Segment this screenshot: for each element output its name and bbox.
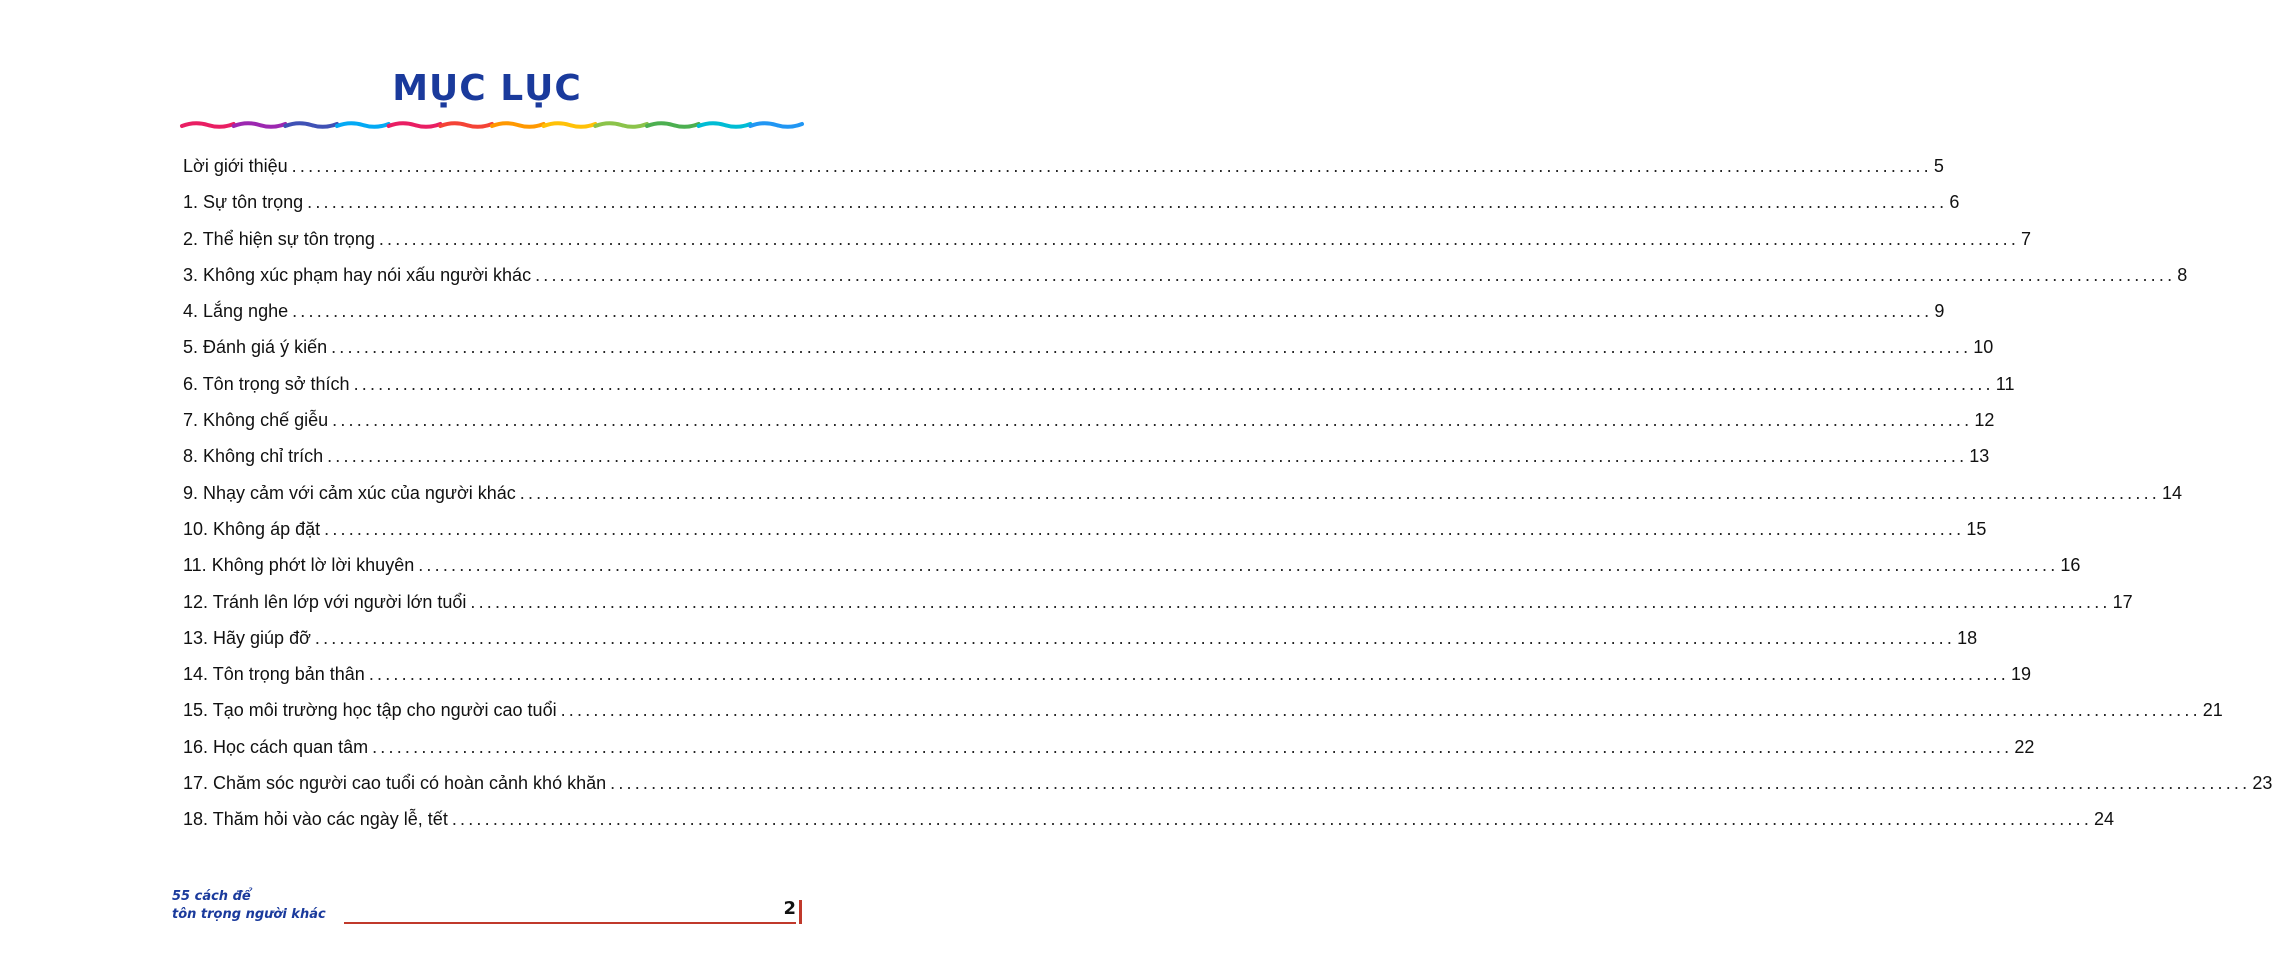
toc-entry (183, 547, 2081, 583)
toc-dot-leader: ........................................................................................................................................................................................................ (307, 192, 1948, 213)
toc-entry-label: 12. Tránh lên lớp với người lớn tuổi (183, 591, 467, 612)
toc-dot-leader: ........................................................................................................................................................................................................ (418, 555, 2059, 576)
toc-entry-label: 8. Không chỉ trích (183, 446, 324, 467)
toc-entry (183, 692, 2223, 728)
toc-entry (183, 511, 1987, 547)
toc-entry-page: 9 (1934, 301, 1945, 322)
toc-dot-leader: ........................................................................................................................................................................................................ (372, 736, 2013, 757)
toc-entry-label: 6. Tôn trọng sở thích (183, 373, 350, 394)
toc-entry-label: 16. Học cách quan tâm (183, 736, 369, 757)
toc-entry (183, 329, 1994, 365)
toc-dot-leader: ........................................................................................................................................................................................................ (292, 301, 1933, 322)
toc-entry-page: 5 (1933, 156, 1944, 176)
rainbow-segment (595, 123, 647, 127)
toc-entry (183, 184, 1960, 220)
footer-book-title (172, 888, 326, 924)
toc-entry-label: 9. Nhạy cảm với cảm xúc của người khác (183, 482, 516, 503)
toc-entry (183, 475, 2183, 511)
toc-entry (183, 656, 2032, 692)
page-number: 2 (783, 898, 796, 919)
toc-entry-page: 18 (1957, 627, 1978, 648)
toc-entry-page: 11 (1995, 373, 2015, 394)
toc-entry-label: 18. Thăm hỏi vào các ngày lễ, tết (183, 809, 448, 830)
toc-dot-leader: ........................................................................................................................................................................................................ (470, 591, 2111, 612)
rainbow-segment (699, 123, 751, 127)
toc-entry-label: 17. Chăm sóc người cao tuổi có hoàn cảnh khó khăn (183, 773, 607, 794)
toc-dot-leader: ........................................................................................................................................................................................................ (535, 264, 2176, 285)
rainbow-segment (544, 123, 596, 127)
rainbow-segment (389, 123, 441, 127)
footer-book-title-line2: tôn trọng người khác (172, 907, 326, 922)
rainbow-segment (337, 123, 389, 127)
toc-entry-page: 7 (2021, 228, 2032, 249)
toc-dot-leader: ........................................................................................................................................................................................................ (560, 700, 2201, 721)
toc-entry (183, 584, 2133, 620)
toc-dot-leader: ........................................................................................................................................................................................................ (353, 373, 1994, 394)
toc-entry-label: 1. Sự tôn trọng (183, 192, 304, 213)
rainbow-segment (234, 123, 286, 127)
toc-entry-label: 5. Đánh giá ý kiến (183, 337, 328, 358)
toc-dot-leader: ........................................................................................................................................................................................................ (324, 518, 1965, 539)
footer-book-title-line1: 55 cách để (172, 889, 251, 904)
toc-entry (183, 221, 2032, 257)
toc-entry-page: 8 (2177, 264, 2188, 285)
toc-entry-label: 10. Không áp đặt (183, 518, 321, 539)
toc-entry-page: 10 (1973, 337, 1994, 358)
table-of-contents (183, 148, 2272, 838)
toc-entry (183, 257, 2188, 293)
toc-dot-leader: ........................................................................................................................................................................................................ (327, 446, 1968, 467)
toc-entry (183, 438, 1990, 474)
toc-entry (183, 801, 2115, 837)
page-title: MỤC LỤC (392, 68, 582, 109)
toc-entry-page: 24 (2094, 809, 2115, 830)
rainbow-divider (182, 118, 802, 132)
rainbow-segment (492, 123, 544, 127)
rainbow-segment (750, 123, 802, 127)
toc-entry-page: 19 (2011, 664, 2032, 685)
toc-entry (183, 729, 2035, 765)
rainbow-segment (182, 123, 234, 127)
toc-dot-leader: ........................................................................................................................................................................................................ (378, 228, 2020, 249)
rainbow-segment (647, 123, 699, 127)
toc-entry-page: 15 (1966, 518, 1987, 539)
toc-entry-page: 22 (2014, 736, 2035, 757)
toc-entry-page: 13 (1969, 446, 1990, 467)
toc-dot-leader: ........................................................................................................................................................................................................ (519, 482, 2160, 503)
toc-entry-label: 2. Thể hiện sự tôn trọng (183, 228, 375, 249)
toc-entry (183, 293, 1945, 329)
rainbow-segment (285, 123, 337, 127)
toc-entry-page: 21 (2202, 700, 2223, 721)
toc-dot-leader: ........................................................................................................................................................................................................ (451, 809, 2093, 830)
toc-entry (183, 620, 1978, 656)
toc-entry-label: 15. Tạo môi trường học tập cho người cao tuổi (183, 700, 557, 721)
toc-entry-label: 7. Không chế giễu (183, 410, 329, 431)
toc-entry-label: Lời giới thiệu (183, 156, 288, 176)
toc-entry-label: 4. Lắng nghe (183, 301, 289, 322)
toc-entry (183, 765, 2272, 801)
toc-entry-page: 6 (1949, 192, 1960, 213)
toc-dot-leader: ........................................................................................................................................................................................................ (332, 410, 1973, 431)
toc-dot-leader: ........................................................................................................................................................................................................ (331, 337, 1972, 358)
toc-entry (183, 148, 1944, 184)
rainbow-segment (440, 123, 492, 127)
footer-rule (344, 922, 796, 924)
toc-entry-label: 13. Hãy giúp đỡ (183, 627, 311, 648)
toc-entry (183, 402, 1995, 438)
toc-entry-label: 14. Tôn trọng bản thân (183, 664, 365, 685)
toc-entry-label: 11. Không phớt lờ lời khuyên (183, 555, 415, 576)
footer-page-bar (799, 900, 802, 924)
toc-entry-page: 23 (2252, 773, 2272, 794)
toc-dot-leader: ........................................................................................................................................................................................................ (610, 773, 2251, 794)
toc-entry (183, 366, 2015, 402)
toc-entry-page: 17 (2112, 591, 2133, 612)
toc-dot-leader: ........................................................................................................................................................................................................ (368, 664, 2010, 685)
toc-dot-leader: ........................................................................................................................................................................................................ (314, 627, 1956, 648)
toc-entry-page: 12 (1974, 410, 1995, 431)
toc-entry-page: 14 (2161, 482, 2183, 503)
toc-entry-page: 16 (2060, 555, 2081, 576)
toc-entry-label: 3. Không xúc phạm hay nói xấu người khác (183, 264, 532, 285)
toc-dot-leader: ........................................................................................................................................................................................................ (291, 156, 1932, 176)
